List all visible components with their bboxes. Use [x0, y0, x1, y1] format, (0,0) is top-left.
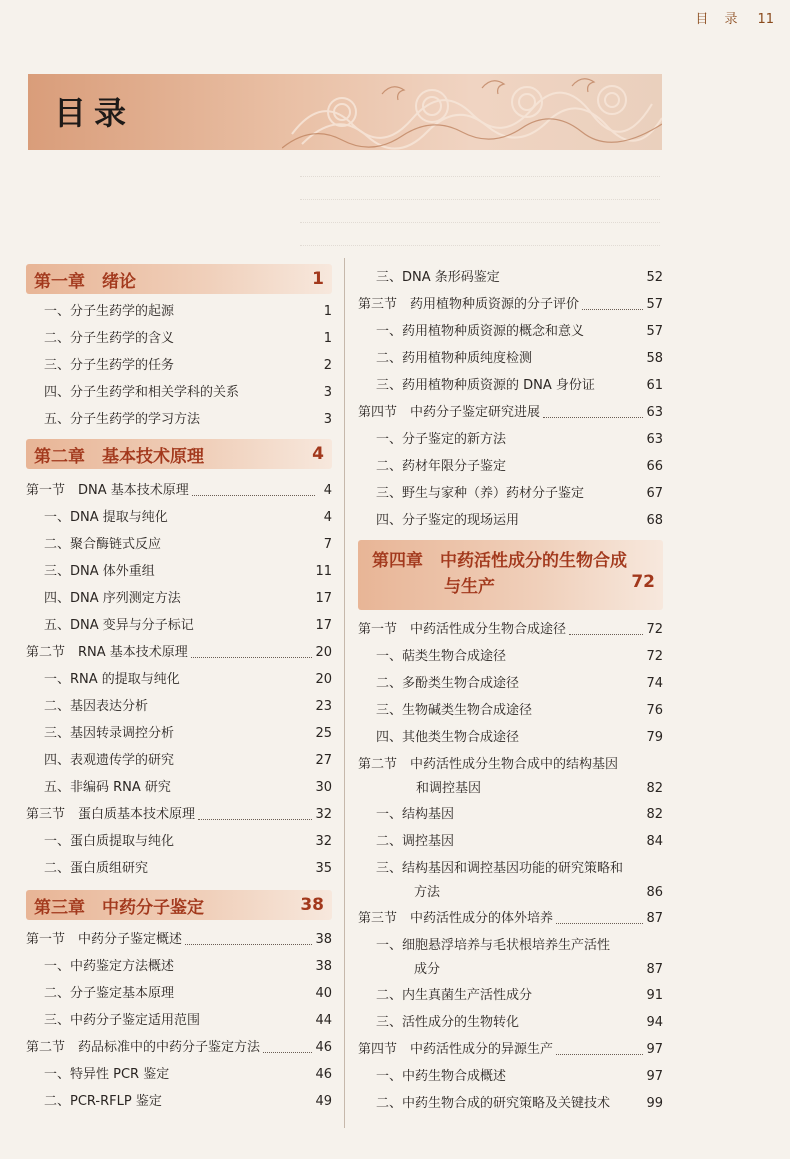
toc-section[interactable] [358, 1036, 663, 1063]
toc-item-page: 86 [646, 885, 663, 900]
toc-item-title: 一、结构基因 [376, 807, 455, 822]
chapter-1-heading[interactable] [26, 264, 332, 294]
toc-item-title: 四、表观遗传学的研究 [44, 753, 175, 768]
toc-item[interactable] [26, 298, 332, 325]
chapter-2-heading[interactable] [26, 439, 332, 469]
toc-item-title: 四、分子生药学和相关学科的关系 [44, 385, 240, 400]
toc-item-title: 二、药材年限分子鉴定 [376, 459, 507, 474]
toc-item-title: 一、RNA 的提取与纯化 [44, 672, 180, 687]
toc-item-page: 66 [646, 459, 663, 474]
toc-section-page: 20 [315, 645, 332, 660]
toc-item-page: 91 [646, 988, 663, 1003]
toc-item-page: 94 [646, 1015, 663, 1030]
toc-item-title: 三、基因转录调控分析 [44, 726, 175, 741]
toc-item-page: 67 [646, 486, 663, 501]
toc-item-title: 二、调控基因 [376, 834, 455, 849]
toc-section[interactable] [26, 926, 332, 953]
toc-section[interactable] [26, 639, 332, 666]
toc-section-page: 46 [315, 1040, 332, 1055]
toc-item-page: 4 [323, 510, 332, 525]
toc-item[interactable] [358, 1063, 663, 1090]
chapter-page: 4 [312, 444, 324, 464]
toc-item[interactable] [26, 612, 332, 639]
toc-item[interactable] [26, 1007, 332, 1034]
toc-item[interactable] [358, 345, 663, 372]
toc-item-title: 三、中药分子鉴定适用范围 [44, 1013, 201, 1028]
toc-item[interactable] [358, 453, 663, 480]
toc-item-page: 40 [315, 986, 332, 1001]
toc-section-title: 第四节 中药分子鉴定研究进展 [358, 405, 541, 420]
toc-section-page: 38 [315, 932, 332, 947]
toc-item-page: 3 [323, 412, 332, 427]
toc-item-page: 3 [323, 385, 332, 400]
toc-item-page: 74 [646, 676, 663, 691]
running-header-page: 11 [757, 12, 774, 27]
toc-section-title: 第一节 中药活性成分生物合成途径 [358, 622, 567, 637]
running-header-title: 目 录 [695, 12, 744, 27]
wave-decoration-icon [282, 74, 662, 150]
toc-section-title: 第一节 中药分子鉴定概述 [26, 932, 183, 947]
toc-section-title-cont: 和调控基因 [416, 781, 482, 796]
toc-item[interactable] [26, 531, 332, 558]
chapter-title: 第一章 绪论 [34, 271, 136, 292]
toc-item[interactable] [358, 480, 663, 507]
toc-item-title: 二、蛋白质组研究 [44, 861, 149, 876]
toc-item[interactable] [26, 352, 332, 379]
toc-item-title: 一、细胞悬浮培养与毛状根培养生产活性 [376, 938, 611, 953]
toc-item[interactable] [26, 828, 332, 855]
toc-item-page: 17 [315, 618, 332, 633]
toc-item-title: 三、DNA 条形码鉴定 [376, 270, 500, 285]
toc-section-title: 第三节 蛋白质基本技术原理 [26, 807, 196, 822]
column-divider [344, 258, 345, 1128]
toc-item[interactable] [26, 1061, 332, 1088]
toc-section-page: 63 [646, 405, 663, 420]
toc-item[interactable] [26, 558, 332, 585]
toc-item-title-cont: 成分 [414, 962, 441, 977]
toc-item-title: 二、中药生物合成的研究策略及关键技术 [376, 1096, 611, 1111]
toc-item-title: 三、结构基因和调控基因功能的研究策略和 [376, 861, 624, 876]
toc-item[interactable] [358, 697, 663, 724]
toc-item[interactable] [26, 980, 332, 1007]
toc-item[interactable] [26, 325, 332, 352]
toc-item-page: 58 [646, 351, 663, 366]
contents-right-column [358, 264, 663, 1117]
toc-item[interactable] [358, 507, 663, 534]
toc-item-title: 一、分子生药学的起源 [44, 304, 175, 319]
toc-section-page: 87 [646, 911, 663, 926]
contents-left-column [26, 264, 332, 1115]
toc-item-page: 7 [323, 537, 332, 552]
toc-item-title: 五、DNA 变异与分子标记 [44, 618, 194, 633]
toc-item-page: 57 [646, 324, 663, 339]
toc-item-title: 二、分子生药学的含义 [44, 331, 175, 346]
toc-item[interactable] [26, 855, 332, 882]
toc-item-title: 二、PCR-RFLP 鉴定 [44, 1094, 162, 1109]
toc-item-title: 四、其他类生物合成途径 [376, 730, 520, 745]
toc-item-page: 68 [646, 513, 663, 528]
toc-item[interactable] [358, 1009, 663, 1036]
toc-item-page: 2 [323, 358, 332, 373]
toc-item-title: 一、药用植物种质资源的概念和意义 [376, 324, 585, 339]
toc-item[interactable] [358, 801, 663, 828]
toc-item-page: 82 [646, 807, 663, 822]
toc-item[interactable] [358, 318, 663, 345]
toc-section-page: 57 [646, 297, 663, 312]
toc-item[interactable] [358, 643, 663, 670]
toc-item[interactable] [358, 1090, 663, 1117]
toc-section-title: 第三节 中药活性成分的体外培养 [358, 911, 554, 926]
toc-item[interactable] [26, 1088, 332, 1115]
toc-section[interactable] [26, 801, 332, 828]
chapter-title: 第三章 中药分子鉴定 [34, 897, 204, 918]
toc-item-title: 一、特异性 PCR 鉴定 [44, 1067, 170, 1082]
toc-item[interactable] [358, 372, 663, 399]
toc-item[interactable] [26, 406, 332, 433]
toc-item[interactable] [26, 585, 332, 612]
toc-section-title: 第一节 DNA 基本技术原理 [26, 483, 189, 498]
toc-item-title: 一、蛋白质提取与纯化 [44, 834, 175, 849]
toc-item-title: 一、分子鉴定的新方法 [376, 432, 507, 447]
chapter-title: 第二章 基本技术原理 [34, 446, 204, 467]
toc-item-title: 三、生物碱类生物合成途径 [376, 703, 533, 718]
toc-item[interactable] [26, 953, 332, 980]
toc-section-page: 4 [323, 483, 332, 498]
toc-item-page: 1 [323, 304, 332, 319]
toc-item-page: 49 [315, 1094, 332, 1109]
contents-banner [28, 74, 662, 150]
toc-item-title-cont: 方法 [414, 885, 441, 900]
toc-item-title: 一、萜类生物合成途径 [376, 649, 507, 664]
toc-section-page: 32 [315, 807, 332, 822]
toc-item[interactable] [26, 774, 332, 801]
toc-section-title: 第四节 中药活性成分的异源生产 [358, 1042, 554, 1057]
toc-item[interactable] [358, 982, 663, 1009]
toc-item-page: 25 [315, 726, 332, 741]
toc-section[interactable] [358, 616, 663, 643]
toc-item-title: 二、分子鉴定基本原理 [44, 986, 175, 1001]
toc-section-page: 72 [646, 622, 663, 637]
toc-item[interactable] [358, 724, 663, 751]
toc-item[interactable] [26, 693, 332, 720]
toc-item[interactable] [358, 828, 663, 855]
chapter-page: 72 [631, 572, 655, 592]
toc-item-title: 二、多酚类生物合成途径 [376, 676, 520, 691]
toc-item-page: 84 [646, 834, 663, 849]
toc-item-page: 30 [315, 780, 332, 795]
toc-section[interactable] [358, 291, 663, 318]
toc-section-title: 第三节 药用植物种质资源的分子评价 [358, 297, 580, 312]
toc-item-title: 一、DNA 提取与纯化 [44, 510, 168, 525]
toc-item[interactable] [26, 504, 332, 531]
chapter-3-heading[interactable] [26, 890, 332, 920]
toc-item[interactable] [26, 379, 332, 406]
toc-item[interactable] [358, 855, 663, 905]
toc-item-page: 61 [646, 378, 663, 393]
toc-item-page: 99 [646, 1096, 663, 1111]
chapter-page: 38 [300, 895, 324, 915]
toc-item[interactable] [358, 670, 663, 697]
chapter-title-line1: 第四章 中药活性成分的生物合成 [372, 551, 627, 571]
toc-item-title: 二、内生真菌生产活性成分 [376, 988, 533, 1003]
toc-item-title: 一、中药生物合成概述 [376, 1069, 507, 1084]
toc-item-title: 四、DNA 序列测定方法 [44, 591, 181, 606]
toc-item-page: 72 [646, 649, 663, 664]
toc-item-page: 87 [646, 962, 663, 977]
toc-item-page: 35 [315, 861, 332, 876]
toc-item-title: 五、分子生药学的学习方法 [44, 412, 201, 427]
toc-item-page: 46 [315, 1067, 332, 1082]
toc-item-page: 23 [315, 699, 332, 714]
chapter-4-heading[interactable] [358, 540, 663, 610]
toc-item[interactable] [26, 666, 332, 693]
toc-item-page: 63 [646, 432, 663, 447]
running-header [695, 8, 774, 27]
toc-item-title: 三、野生与家种（养）药材分子鉴定 [376, 486, 585, 501]
toc-item-title: 三、药用植物种质资源的 DNA 身份证 [376, 378, 595, 393]
chapter-page: 1 [312, 269, 324, 289]
toc-item-page: 1 [323, 331, 332, 346]
toc-item-title: 三、DNA 体外重组 [44, 564, 155, 579]
chapter-title-line2: 与生产 [444, 577, 495, 597]
toc-section-page: 82 [646, 781, 663, 796]
toc-item-title: 二、药用植物种质纯度检测 [376, 351, 533, 366]
banner-title: 目录 [54, 94, 135, 132]
toc-item-page: 17 [315, 591, 332, 606]
toc-item-title: 三、分子生药学的任务 [44, 358, 175, 373]
toc-item-page: 76 [646, 703, 663, 718]
toc-item-title: 五、非编码 RNA 研究 [44, 780, 171, 795]
toc-section[interactable] [358, 905, 663, 932]
toc-section[interactable] [26, 477, 332, 504]
toc-item-page: 11 [315, 564, 332, 579]
toc-item-title: 一、中药鉴定方法概述 [44, 959, 175, 974]
toc-section-page: 97 [646, 1042, 663, 1057]
toc-section[interactable] [358, 399, 663, 426]
toc-section[interactable] [26, 1034, 332, 1061]
toc-section-title: 第二节 RNA 基本技术原理 [26, 645, 188, 660]
toc-item-page: 97 [646, 1069, 663, 1084]
toc-item[interactable] [26, 720, 332, 747]
toc-item-page: 20 [315, 672, 332, 687]
toc-item-title: 四、分子鉴定的现场运用 [376, 513, 520, 528]
toc-item-page: 52 [646, 270, 663, 285]
toc-item-title: 二、基因表达分析 [44, 699, 149, 714]
toc-item[interactable] [26, 747, 332, 774]
toc-item[interactable] [358, 932, 663, 982]
toc-item-page: 44 [315, 1013, 332, 1028]
toc-item[interactable] [358, 264, 663, 291]
toc-item-page: 79 [646, 730, 663, 745]
toc-section-title: 第二节 中药活性成分生物合成中的结构基因 [358, 757, 619, 772]
toc-item-page: 27 [315, 753, 332, 768]
toc-item-title: 二、聚合酶链式反应 [44, 537, 162, 552]
toc-item-title: 三、活性成分的生物转化 [376, 1015, 520, 1030]
toc-section-title: 第二节 药品标准中的中药分子鉴定方法 [26, 1040, 261, 1055]
toc-section[interactable] [358, 751, 663, 801]
toc-item-page: 38 [315, 959, 332, 974]
bleed-through-text [300, 160, 660, 255]
toc-item-page: 32 [315, 834, 332, 849]
toc-item[interactable] [358, 426, 663, 453]
